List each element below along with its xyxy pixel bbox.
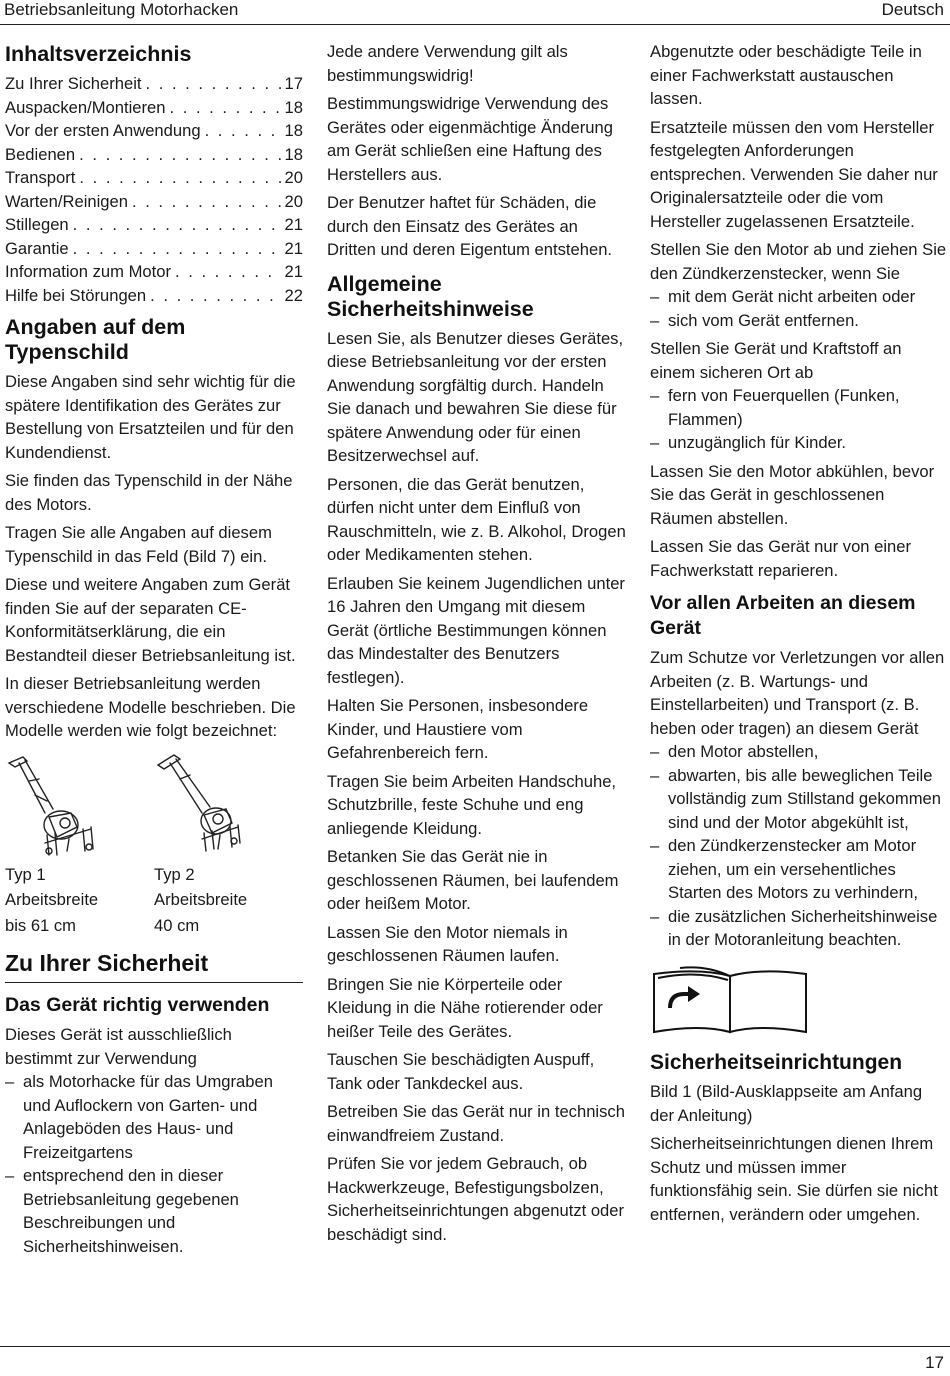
model-type-1	[5, 751, 154, 938]
list-item: – die zusätzlichen Sicherheitshinweise in der Motoranleitung beachten.	[650, 905, 948, 952]
model-overview	[5, 751, 303, 938]
toc-entry-page: 20	[284, 168, 303, 187]
toc-entry-page: 21	[284, 238, 303, 258]
column-3	[650, 40, 948, 1231]
toc-title: Inhaltsverzeichnis	[5, 42, 192, 66]
stop-motor-list	[650, 285, 948, 332]
model-type-label: Typ 1	[5, 864, 46, 884]
list-item: – fern von Feuerquellen (Funken, Flammen)	[650, 384, 948, 431]
list-item: – unzugänglich für Kinder.	[650, 431, 948, 455]
toc-entry-page: 21	[284, 262, 303, 281]
toc-entry-label: Warten/Reinigen	[5, 191, 128, 211]
proper-use-heading: Das Gerät richtig verwenden	[5, 994, 270, 1016]
list-item: – abwarten, bis alle beweglichen Teile vollständig zum Stillstand gekommen sind und der Motor abgekühlt ist,	[650, 764, 948, 835]
tiller-type-1-illustration	[5, 751, 115, 861]
toc-entry[interactable]	[5, 237, 303, 261]
paragraph: Lassen Sie den Motor niemals in geschlossenen Räumen laufen.	[327, 922, 568, 965]
paragraph: Lassen Sie das Gerät nur von einer Fachwerkstatt reparieren.	[650, 537, 912, 580]
toc-entry-page: 18	[284, 121, 303, 140]
toc-entry-label: Bedienen	[5, 144, 76, 164]
paragraph: Ersatzteile müssen den vom Hersteller festgelegten Anforderungen entsprechen. Verwenden Sie daher nur Originalersatzteile oder die vom Hersteller zugelassenen Ersatzteile.	[650, 117, 938, 231]
before-work-list	[650, 740, 948, 952]
list-item: – entsprechend den in dieser Betriebsanleitung gegebenen Beschreibungen und Sicherheitshinweisen.	[5, 1164, 303, 1258]
paragraph: Abgenutzte oder beschädigte Teile in einer Fachwerkstatt austauschen lassen.	[650, 42, 922, 108]
model-width-value: 40 cm	[154, 915, 200, 935]
toc-entry[interactable]	[5, 119, 303, 143]
toc-entry-label: Stillegen	[5, 215, 69, 234]
page-number: 17	[925, 1353, 944, 1372]
paragraph: Lesen Sie, als Benutzer dieses Gerätes, diese Betriebsanleitung vor der ersten Anwendung sorgfältig durch. Handeln Sie danach und bewahren Sie diese für spätere Anwendung oder für einen Besitzerwechsel auf.	[327, 328, 624, 465]
list-item: – den Zündkerzenstecker am Motor ziehen, um ein versehentliches Starten des Motors zu verhindern,	[650, 834, 948, 905]
typenschild-heading: Angaben auf dem Typenschild	[5, 315, 186, 364]
proper-use-list	[5, 1070, 303, 1258]
paragraph: Dieses Gerät ist ausschließlich bestimmt zur Verwendung	[5, 1025, 232, 1068]
toc-entry-label: Information zum Motor	[5, 262, 171, 281]
paragraph: Personen, die das Gerät benutzen, dürfen nicht unter dem Einfluß von Rauschmitteln, wie z. B. Alkohol, Drogen oder Medikamenten stehen.	[327, 474, 626, 564]
paragraph: Prüfen Sie vor jedem Gebrauch, ob Hackwerkzeuge, Befestigungsbolzen, Sicherheitseinrichtungen abgenutzt oder beschädigt sind.	[327, 1154, 625, 1244]
paragraph: Tragen Sie beim Arbeiten Handschuhe, Schutzbrille, feste Schuhe und eng anliegende Kleidung.	[327, 771, 617, 838]
toc-entry[interactable]	[5, 96, 303, 120]
paragraph: Bringen Sie nie Körperteile oder Kleidung in die Nähe rotierender oder heißer Teile des Gerätes.	[327, 974, 603, 1041]
toc-entry-page: 20	[284, 191, 303, 211]
model-type-2	[154, 751, 303, 938]
toc-entry[interactable]	[5, 166, 303, 190]
toc-entry[interactable]	[5, 213, 303, 237]
list-item: – mit dem Gerät nicht arbeiten oder	[650, 285, 948, 309]
paragraph: Betreiben Sie das Gerät nur in technisch einwandfreiem Zustand.	[327, 1102, 625, 1145]
toc-entry-label: Transport	[5, 168, 76, 187]
toc-entry-page: 22	[284, 285, 303, 305]
paragraph: Zum Schutze vor Verletzungen vor allen Arbeiten (z. B. Wartungs- und Einstellarbeiten) und Transport (z. B. heben oder tragen) an diesem Gerät	[650, 648, 945, 738]
paragraph: Diese und weitere Angaben zum Gerät finden Sie auf der separaten CE-Konformitätserklärung, die ein Bestandteil dieser Betriebsanleitung ist.	[5, 575, 296, 665]
model-width-value: bis 61 cm	[5, 915, 77, 935]
page-footer	[0, 1346, 950, 1372]
toc-entry[interactable]	[5, 284, 303, 308]
paragraph: Tragen Sie alle Angaben auf diesem Typenschild in das Feld (Bild 7) ein.	[5, 523, 272, 566]
general-safety-heading: Allgemeine Sicherheitshinweise	[327, 271, 534, 321]
toc-entry[interactable]	[5, 190, 303, 214]
paragraph: Betanken Sie das Gerät nie in geschlossenen Räumen, bei laufendem oder heißem Motor.	[327, 847, 619, 913]
column-2	[327, 40, 627, 1251]
toc-entry[interactable]	[5, 260, 303, 284]
safety-section-heading: Zu Ihrer Sicherheit	[5, 951, 303, 983]
toc-entry-label: Vor der ersten Anwendung	[5, 121, 201, 140]
before-work-heading: Vor allen Arbeiten an diesem Gerät	[650, 592, 916, 639]
paragraph: Stellen Sie Gerät und Kraftstoff an einem sicheren Ort ab	[650, 339, 902, 382]
model-type-label: Typ 2	[154, 864, 195, 884]
paragraph: In dieser Betriebsanleitung werden verschiedene Modelle beschrieben. Die Modelle werden wie folgt bezeichnet:	[5, 674, 296, 740]
paragraph: Tauschen Sie beschädigten Auspuff, Tank oder Tankdeckel aus.	[327, 1050, 595, 1093]
manual-book-icon	[650, 966, 948, 1045]
paragraph: Bild 1 (Bild-Ausklappseite am Anfang der Anleitung)	[650, 1082, 923, 1125]
toc-entry[interactable]	[5, 72, 303, 96]
toc-entry[interactable]	[5, 143, 303, 167]
table-of-contents	[5, 72, 303, 307]
paragraph: Diese Angaben sind sehr wichtig für die spätere Identifikation des Gerätes zur Bestellung von Ersatzteilen und für den Kundendienst.	[5, 372, 296, 462]
header-title: Betriebsanleitung Motorhacken	[4, 0, 239, 19]
paragraph: Halten Sie Personen, insbesondere Kinder, und Haustiere vom Gefahrenbereich fern.	[327, 696, 589, 762]
toc-entry-label: Auspacken/Montieren	[5, 97, 166, 117]
paragraph: Sie finden das Typenschild in der Nähe des Motors.	[5, 471, 293, 514]
list-item: – als Motorhacke für das Umgraben und Auflockern von Garten- und Anlageböden des Haus- und Freizeitgartens	[5, 1070, 303, 1164]
toc-entry-label: Hilfe bei Störungen	[5, 285, 147, 305]
storage-list	[650, 384, 948, 455]
paragraph: Erlauben Sie keinem Jugendlichen unter 16 Jahren den Umgang mit diesem Gerät (örtliche Bestimmungen können das Mindestalter des Benutzers festlegen).	[327, 573, 625, 687]
toc-entry-label: Garantie	[5, 238, 69, 258]
paragraph: Jede andere Verwendung gilt als bestimmungswidrig!	[327, 42, 568, 85]
safety-devices-heading: Sicherheitseinrichtungen	[650, 1051, 903, 1074]
page-header	[0, 0, 950, 25]
header-language: Deutsch	[881, 0, 944, 19]
toc-entry-label: Zu Ihrer Sicherheit	[5, 74, 142, 93]
toc-entry-page: 17	[284, 74, 303, 93]
toc-entry-page: 21	[284, 215, 303, 234]
paragraph: Bestimmungswidrige Verwendung des Gerätes oder eigenmächtige Änderung am Gerät schließen eine Haftung des Herstellers aus.	[327, 94, 613, 184]
tiller-type-2-illustration	[154, 751, 264, 861]
column-1	[5, 40, 303, 1263]
toc-entry-page: 18	[284, 97, 303, 117]
list-item: – sich vom Gerät entfernen.	[650, 309, 948, 333]
model-width-label: Arbeitsbreite	[154, 890, 248, 909]
model-width-label: Arbeitsbreite	[5, 890, 99, 909]
paragraph: Der Benutzer haftet für Schäden, die durch den Einsatz des Gerätes an Dritten und deren Eigentum entstehen.	[327, 193, 613, 259]
open-book-icon	[650, 966, 810, 1038]
list-item: – den Motor abstellen,	[650, 740, 948, 764]
toc-entry-page: 18	[284, 144, 303, 164]
paragraph: Sicherheitseinrichtungen dienen Ihrem Schutz und müssen immer funktionsfähig sein. Sie dürfen sie nicht entfernen, verändern oder umgehen.	[650, 1134, 938, 1224]
paragraph: Lassen Sie den Motor abkühlen, bevor Sie das Gerät in geschlossenen Räumen abstellen.	[650, 461, 935, 528]
paragraph: Stellen Sie den Motor ab und ziehen Sie den Zündkerzenstecker, wenn Sie	[650, 240, 947, 283]
